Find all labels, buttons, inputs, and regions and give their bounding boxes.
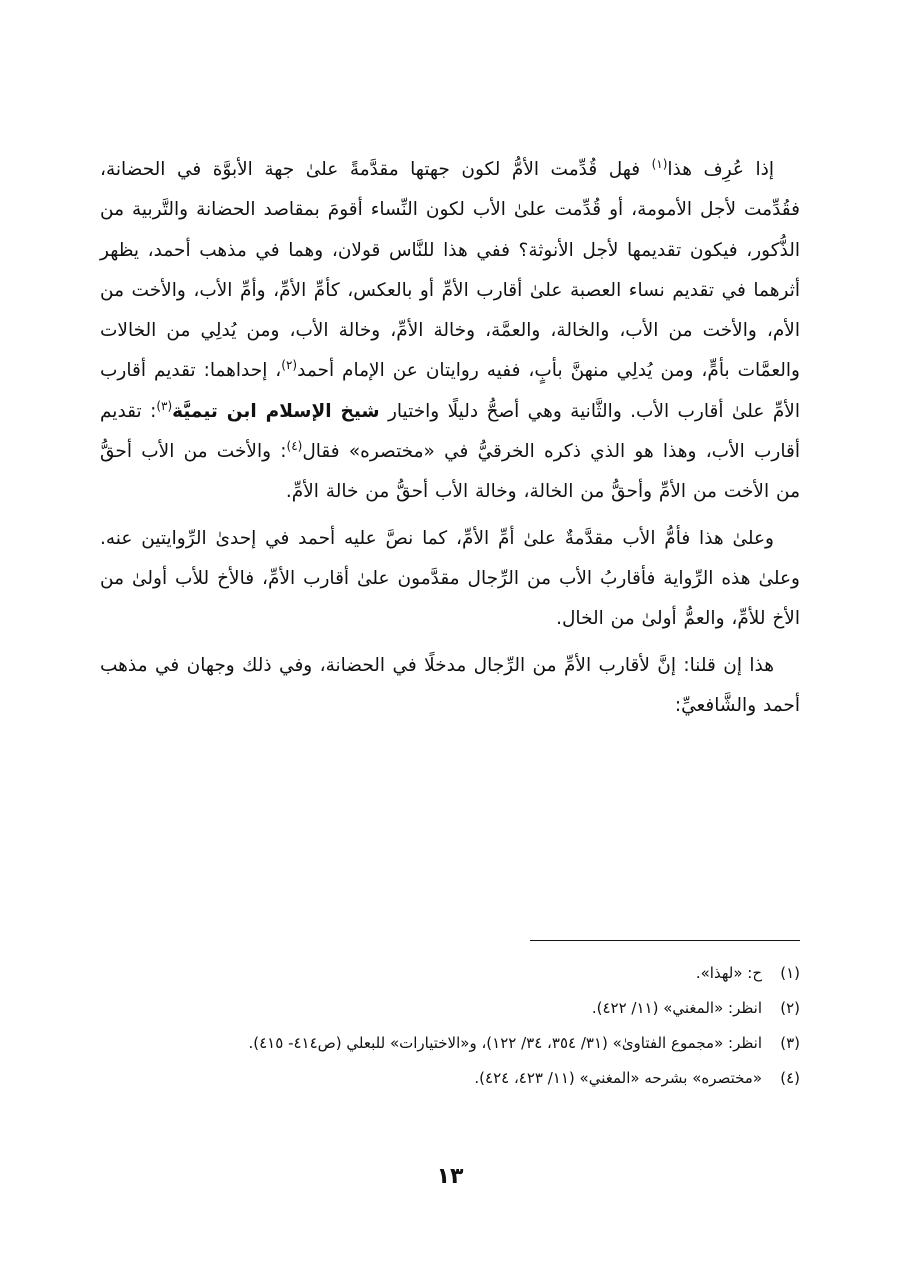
footnote-ref-1: (١) [651,156,668,171]
footnote-ref-3: (٣) [156,398,173,413]
footnote-text: «مختصره» بشرحه «المغني» (١١/ ٤٢٣، ٤٢٤). [474,1069,762,1087]
footnote-number: (٢) [780,999,800,1017]
footnote-number: (١) [780,964,800,982]
footnote-ref-4: (٤) [286,438,303,453]
paragraph-1 [100,150,800,513]
footnote-text: ح: «لهذا». [695,964,762,982]
paragraph-1-segment-5: : والأخت من الأب أحقُّ من الأخت من الأمِّ وأحقُّ من الخالة، وخالة الأب أحقُّ من خالة الأمِّ. [100,441,800,503]
scholar-name: شيخ الإسلام ابن تيميَّة [172,400,380,422]
paragraph-3: هذا إن قلنا: إنَّ لأقارب الأمِّ من الرِّجال مدخلًا في الحضانة، وفي ذلك وجهان في مذهب أحمد والشَّافعيِّ: [100,654,800,716]
footnote-text: انظر: «مجموع الفتاوىٰ» (٣١/ ٣٥٤، ٣٤/ ١٢٢)، و«الاختيارات» للبعلي (ص٤١٤- ٤١٥). [248,1034,762,1052]
paragraph-1-segment-1: إذا عُرِف هذا [667,159,775,180]
main-text [100,150,800,726]
footnote-ref-2: (٢) [281,358,298,373]
footnote-number: (٣) [780,1034,800,1052]
footnote-2 [100,993,800,1024]
footnote-3 [100,1028,800,1059]
footnote-1 [100,958,800,989]
paragraph-1-segment-2: فهل قُدِّمت الأمُّ لكون جهتها مقدَّمةً علىٰ جهة الأبوَّة في الحضانة، فقُدِّمت لأجل الأمومة، أو قُدِّمت علىٰ الأب لكون النِّساء أقومَ بمقاصد الحضانة والتَّربية من الذُّكور، فيكون تقديمها لأجل الأنوثة؟ ففي هذا للنَّاس قولان، وهما في مذهب أحمد، يظهر أثرهما في تقديم نساء العصبة علىٰ أقارب الأمِّ أو بالعكس، كأمِّ الأمِّ، وأمِّ الأب، والأخت من الأم، والأخت من الأب، والخالة، والعمَّة، وخالة الأمِّ، وخالة الأب، ومن يُدلِي من الخالات والعمَّات بأمٍّ، ومن يُدلِي منهنَّ بأبٍ، ففيه روايتان عن الإمام أحمد [100,159,800,382]
paragraph-1-segment-4: : تقديم أقارب الأب، وهذا هو الذي ذكره الخرقيُّ في «مختصره» فقال [100,400,800,463]
footnotes-list [100,958,800,1098]
paragraph-1-segment-3: ، إحداهما: تقديم أقارب الأمِّ علىٰ أقارب الأب. والثَّانية وهي أصحُّ دليلًا واختيار [100,360,800,422]
footnote-4 [100,1063,800,1094]
paragraph-2: وعلىٰ هذا فأمُّ الأب مقدَّمةٌ علىٰ أمِّ الأمِّ، كما نصَّ عليه أحمد في إحدىٰ الرِّوايتين عنه. وعلىٰ هذه الرِّواية فأقاربُ الأب من الرِّجال مقدَّمون علىٰ أقارب الأمِّ، فالأخ للأب أولىٰ من الأخ للأمِّ، والعمُّ أولىٰ من الخال. [100,527,800,630]
page-number: ١٣ [436,1164,464,1189]
book-page [100,0,800,1271]
footnote-number: (٤) [780,1069,800,1087]
footnote-text: انظر: «المغني» (١١/ ٤٢٢). [591,999,762,1017]
footnote-separator [530,940,800,941]
